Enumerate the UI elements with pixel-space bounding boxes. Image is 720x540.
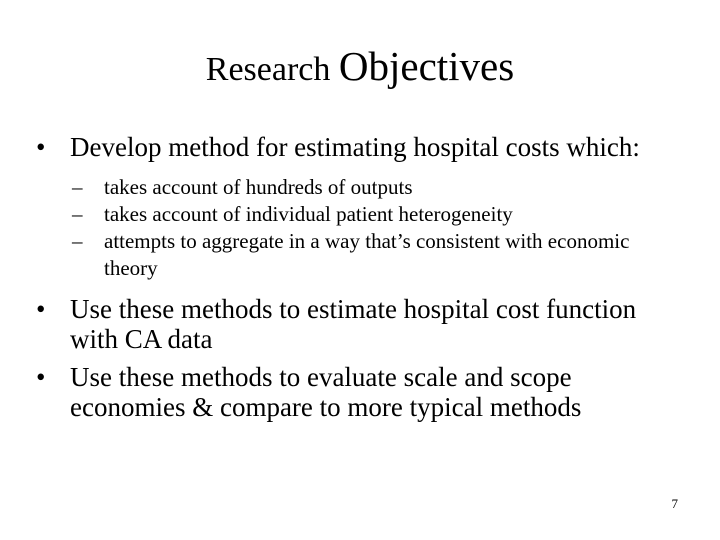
bullet-text: Develop method for estimating hospital costs which: — [70, 132, 640, 162]
bullet-glyph: • — [36, 294, 46, 324]
sub-bullet-text: takes account of individual patient heterogeneity — [104, 202, 513, 226]
dash-glyph: – — [72, 202, 83, 226]
sub-bullet-text: takes account of hundreds of outputs — [104, 175, 413, 199]
bullet-glyph: • — [36, 132, 46, 162]
sub-bullet-item — [34, 228, 676, 282]
bullet-glyph: • — [36, 362, 46, 392]
bullet-list — [36, 132, 676, 422]
bullet-item — [36, 294, 676, 354]
sub-bullet-item — [34, 201, 676, 228]
page-number: 7 — [671, 496, 678, 511]
sub-bullet-item — [34, 174, 676, 201]
dash-glyph: – — [72, 229, 83, 253]
sub-bullet-list — [36, 174, 676, 282]
slide-title — [0, 43, 720, 89]
bullet-text: Use these methods to evaluate scale and scope economies & compare to more typical methods — [70, 362, 582, 422]
bullet-text: Use these methods to estimate hospital cost function with CA data — [70, 294, 637, 354]
bullet-item — [36, 362, 676, 422]
sub-bullet-text: attempts to aggregate in a way that’s consistent with economic theory — [104, 229, 630, 280]
dash-glyph: – — [72, 175, 83, 199]
title-part-objectives: Objectives — [338, 43, 515, 89]
title-part-research: Research — [205, 51, 339, 88]
bullet-item — [36, 132, 676, 162]
